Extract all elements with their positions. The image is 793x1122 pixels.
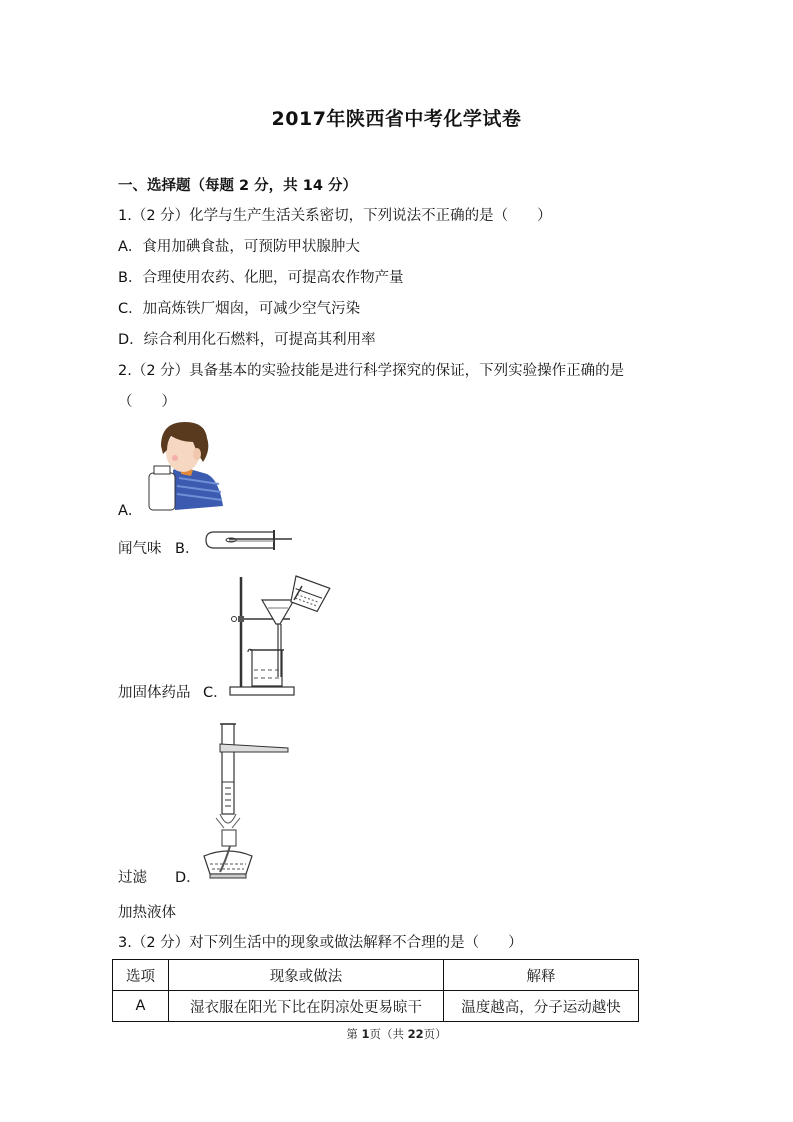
question-2-option-b-letter: B． xyxy=(175,541,200,557)
question-2-option-c-caption: 过滤 xyxy=(118,870,147,886)
smelling-gas-figure xyxy=(145,420,225,512)
question-2-option-b-caption: 加固体药品 xyxy=(118,685,191,701)
question-3-table xyxy=(112,959,639,1022)
page-footer xyxy=(0,1026,793,1042)
filtration-figure xyxy=(228,572,336,697)
table-header-cell: 选项 xyxy=(113,960,169,991)
question-2-option-a-caption: 闻气味 xyxy=(118,541,162,557)
question-2-option-d-letter: D． xyxy=(175,870,201,886)
table-cell: A xyxy=(113,991,169,1022)
footer-prefix: 第 xyxy=(346,1027,362,1041)
question-2-option-d-caption: 加热液体 xyxy=(118,905,176,921)
adding-solid-test-tube-figure xyxy=(204,530,294,550)
question-1-option-d: D．综合利用化石燃料，可提高其利用率 xyxy=(118,332,376,348)
footer-middle: 页（共 xyxy=(369,1027,408,1041)
heating-liquid-figure xyxy=(200,722,292,882)
footer-page-number: 1 xyxy=(361,1027,370,1041)
table-header-cell: 解释 xyxy=(444,960,639,991)
question-1-option-a: A．食用加碘食盐，可预防甲状腺肿大 xyxy=(118,239,360,255)
table-header-cell: 现象或做法 xyxy=(169,960,444,991)
question-2-stem-paren: （ ） xyxy=(118,394,176,410)
footer-suffix: 页） xyxy=(423,1027,447,1041)
table-cell: 湿衣服在阳光下比在阴凉处更易晾干 xyxy=(169,991,444,1022)
question-1-option-c: C．加高炼铁厂烟囱，可减少空气污染 xyxy=(118,301,361,317)
question-2-option-c-letter: C． xyxy=(203,685,228,701)
question-2-option-a-letter: A． xyxy=(118,503,143,519)
footer-total-pages: 22 xyxy=(407,1027,424,1041)
page-title: 2017年陕西省中考化学试卷 xyxy=(271,108,522,130)
table-row xyxy=(113,991,639,1022)
table-cell: 温度越高，分子运动越快 xyxy=(444,991,639,1022)
question-1-option-b: B．合理使用农药、化肥，可提高农作物产量 xyxy=(118,270,404,286)
question-3-stem: 3.（2 分）对下列生活中的现象或做法解释不合理的是（ ） xyxy=(118,935,523,951)
table-header-row xyxy=(113,960,639,991)
question-2-stem: 2.（2 分）具备基本的实验技能是进行科学探究的保证，下列实验操作正确的是 xyxy=(118,363,625,379)
section-heading: 一、选择题（每题 2 分，共 14 分） xyxy=(118,178,357,194)
question-1-stem: 1.（2 分）化学与生产生活关系密切，下列说法不正确的是（ ） xyxy=(118,208,552,224)
